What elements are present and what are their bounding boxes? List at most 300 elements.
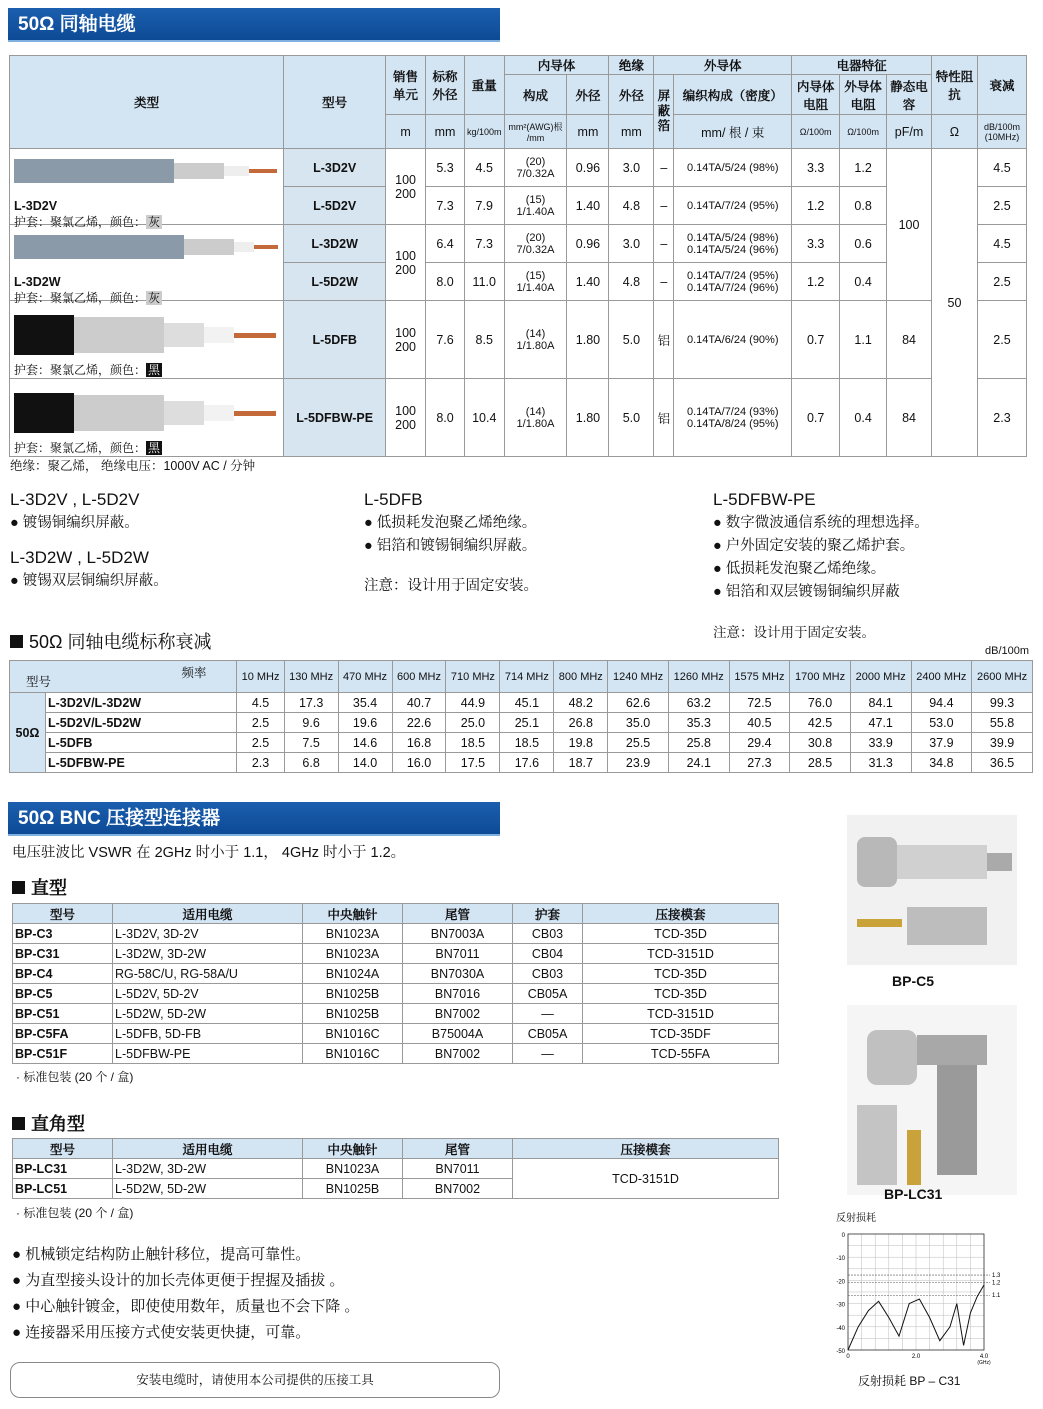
cell: 99.3 <box>972 693 1033 713</box>
freq: 2400 MHz <box>911 661 972 693</box>
cell: 35.0 <box>608 713 669 733</box>
cell: 8.0 <box>426 263 465 301</box>
model: L-5D2W <box>284 263 386 301</box>
cell: BN1023A <box>303 924 403 944</box>
cell: BN7002 <box>403 1044 513 1064</box>
ref-label: 1.1 <box>992 1293 1001 1300</box>
cell: 62.6 <box>608 693 669 713</box>
model: L-5D2V/L-5D2W <box>46 713 237 733</box>
cell: 0.96 <box>567 225 609 263</box>
cell: (14) 1/1.80A <box>504 379 567 457</box>
color-swatch: 灰 <box>148 291 161 305</box>
cell: 1.2 <box>792 187 840 225</box>
cell: 42.5 <box>790 713 851 733</box>
cell: BP-LC51 <box>13 1179 113 1199</box>
jacket: 护套：聚氯乙烯，颜色： <box>14 441 147 455</box>
cell: 0.14TA/5/24 (98%) <box>674 149 792 187</box>
unit: dB/100m (10MHz) <box>977 115 1026 149</box>
col-od: 标称外径 <box>426 56 465 115</box>
cell: 7.3 <box>464 225 504 263</box>
cell: 14.6 <box>338 733 392 753</box>
freq: 2000 MHz <box>850 661 911 693</box>
cell: RG-58C/U, RG-58A/U <box>113 964 303 984</box>
col-shield: 屏蔽箔 <box>654 75 674 149</box>
cell: BN7003A <box>403 924 513 944</box>
cell: BP-C31 <box>13 944 113 964</box>
cell: 2.5 <box>977 263 1026 301</box>
pack-note: · 标准包装 (20 个 / 盒) <box>16 1206 134 1220</box>
cell: CB03 <box>513 924 583 944</box>
cell: TCD-55FA <box>583 1044 779 1064</box>
ref-label: 1.3 <box>992 1273 1001 1280</box>
attenuation-table <box>9 660 1033 773</box>
feature-title: L-3D2W , L-5D2W <box>10 548 149 567</box>
square-bullet-icon <box>10 635 23 648</box>
sales: 100 200 <box>386 301 426 379</box>
cell: 30.8 <box>790 733 851 753</box>
freq: 130 MHz <box>284 661 338 693</box>
feature-bullet: ● 铝箔和镀锡铜编织屏蔽。 <box>364 538 537 554</box>
cell: CB05A <box>513 984 583 1004</box>
feature-bullet: ● 低损耗发泡聚乙烯绝缘。 <box>713 561 886 577</box>
unit: dB/100m <box>985 645 1030 657</box>
th: 尾管 <box>403 1139 513 1159</box>
ref-label: 1.2 <box>992 1280 1001 1287</box>
section-title: 50Ω 同轴电缆标称衰减 <box>29 632 212 652</box>
color-swatch: 黑 <box>148 441 161 455</box>
cell: 1.40 <box>567 263 609 301</box>
section-banner-coax: 50Ω 同轴电缆 <box>8 8 500 42</box>
cell: 9.6 <box>284 713 338 733</box>
model-label: 型号 <box>26 675 52 689</box>
col-att: 衰减 <box>977 56 1026 115</box>
cell: 63.2 <box>668 693 729 713</box>
cell: 铝 <box>654 301 674 379</box>
cell: 35.4 <box>338 693 392 713</box>
section-title: 直角型 <box>31 1114 85 1134</box>
cell: L-5D2W, 5D-2W <box>113 1179 303 1199</box>
cell: BP-C51F <box>13 1044 113 1064</box>
color-swatch: 灰 <box>148 215 161 229</box>
cell: – <box>654 149 674 187</box>
model: L-3D2V/L-3D2W <box>46 693 237 713</box>
th: 型号 <box>13 904 113 924</box>
cell: 40.5 <box>729 713 790 733</box>
x-tick: 4.0 <box>979 1354 989 1360</box>
cell: 0.14TA/7/24 (93%) 0.14TA/8/24 (95%) <box>674 379 792 457</box>
cell: L-5DFB, 5D-FB <box>113 1024 303 1044</box>
y-tick: 0 <box>841 1233 845 1239</box>
chart-caption: 反射损耗 BP – C31 <box>858 1374 961 1388</box>
cell: BP-C3 <box>13 924 113 944</box>
col-ins: 绝缘 <box>609 56 654 75</box>
freq: 710 MHz <box>446 661 500 693</box>
th: 尾管 <box>403 904 513 924</box>
cell: 3.3 <box>792 149 840 187</box>
cable-image <box>14 153 279 193</box>
cell: BN7016 <box>403 984 513 1004</box>
col-cons: 构成 <box>504 75 567 115</box>
col-type: 类型 <box>10 56 284 149</box>
cell: BN1023A <box>303 944 403 964</box>
cell: 铝 <box>654 379 674 457</box>
cell: BP-C4 <box>13 964 113 984</box>
cell: BN1025B <box>303 984 403 1004</box>
freq: 1240 MHz <box>608 661 669 693</box>
jacket: 护套：聚氯乙烯，颜色： <box>14 215 147 229</box>
cell: BN1016C <box>303 1044 403 1064</box>
bullet: ● 中心触针镀金，即使使用数年，质量也不会下降 。 <box>12 1298 360 1315</box>
cell: 45.1 <box>500 693 554 713</box>
cell: 0.4 <box>840 263 887 301</box>
col-elec: 电器特征 <box>792 56 932 75</box>
cell: 28.5 <box>790 753 851 773</box>
cell: 2.5 <box>237 713 284 733</box>
cell: 36.5 <box>972 753 1033 773</box>
unit: Ω <box>932 115 978 149</box>
th: 适用电缆 <box>113 904 303 924</box>
cell: 0.14TA/7/24 (95%) <box>674 187 792 225</box>
th: 中央触针 <box>303 1139 403 1159</box>
sales: 100 200 <box>386 225 426 301</box>
feature-note: 注意：设计用于固定安装。 <box>364 578 538 594</box>
th: 压接模套 <box>583 904 779 924</box>
col-cap: 静态电容 <box>887 75 932 115</box>
th: 适用电缆 <box>113 1139 303 1159</box>
cell: B75004A <box>403 1024 513 1044</box>
cell: 11.0 <box>464 263 504 301</box>
cell: BN1025B <box>303 1004 403 1024</box>
freq: 470 MHz <box>338 661 392 693</box>
cell: 16.0 <box>392 753 446 773</box>
cell: 1.40 <box>567 187 609 225</box>
cell: 48.2 <box>554 693 608 713</box>
freq: 714 MHz <box>500 661 554 693</box>
cell: L-3D2W, 3D-2W <box>113 944 303 964</box>
cell: L-5D2V, 5D-2V <box>113 984 303 1004</box>
feature-bullet: ● 镀锡双层铜编织屏蔽。 <box>10 573 168 589</box>
cell: L-3D2V, 3D-2V <box>113 924 303 944</box>
cable-image <box>14 385 279 441</box>
cable-image <box>14 229 279 269</box>
bullet-list <box>12 1242 359 1346</box>
cell: 4.5 <box>977 225 1026 263</box>
bullet: ● 为直型接头设计的加长壳体更便于捏握及插拔 。 <box>12 1272 345 1289</box>
chart-title: 反射损耗 <box>836 1213 876 1224</box>
cell: 6.8 <box>284 753 338 773</box>
cell: – <box>654 225 674 263</box>
sales: 100 200 <box>386 379 426 457</box>
cell: 23.9 <box>608 753 669 773</box>
sales: 100 200 <box>386 149 426 225</box>
x-tick: 2.0 <box>911 1354 921 1360</box>
model: L-5DFBW-PE <box>46 753 237 773</box>
cell: 40.7 <box>392 693 446 713</box>
col-model: 型号 <box>284 56 386 149</box>
cell: 2.3 <box>977 379 1026 457</box>
cell: BN1016C <box>303 1024 403 1044</box>
freq: 2600 MHz <box>972 661 1033 693</box>
unit: mm <box>567 115 609 149</box>
bullet: ● 连接器采用压接方式使安装更快捷，可靠。 <box>12 1324 311 1341</box>
right-angle-connector-table <box>12 1138 779 1199</box>
cell: 0.7 <box>792 379 840 457</box>
cell: BP-C51 <box>13 1004 113 1024</box>
unit: Ω/100m <box>840 115 887 149</box>
cell: 3.0 <box>609 225 654 263</box>
cell: 35.3 <box>668 713 729 733</box>
model: L-5D2V <box>284 187 386 225</box>
cell: – <box>654 263 674 301</box>
x-tick: 0 <box>846 1354 850 1360</box>
cell: 84 <box>887 301 932 379</box>
col-or: 外导体电阻 <box>840 75 887 115</box>
jacket: 护套：聚氯乙烯，颜色： <box>14 363 147 377</box>
cell: (15) 1/1.40A <box>504 263 567 301</box>
cell: BP-LC31 <box>13 1159 113 1179</box>
cell: 84 <box>887 379 932 457</box>
col-imp: 特性阻抗 <box>932 56 978 115</box>
section-banner-bnc: 50Ω BNC 压接型连接器 <box>8 802 500 836</box>
cell: 47.1 <box>850 713 911 733</box>
cell: 76.0 <box>790 693 851 713</box>
col-ir: 内导体电阻 <box>792 75 840 115</box>
cell: 2.5 <box>237 733 284 753</box>
group-cell: 50Ω <box>10 693 46 773</box>
freq: 1575 MHz <box>729 661 790 693</box>
cell: 0.7 <box>792 301 840 379</box>
cell: 2.5 <box>977 301 1026 379</box>
cell: 0.8 <box>840 187 887 225</box>
cell: 94.4 <box>911 693 972 713</box>
unit: Ω/100m <box>792 115 840 149</box>
cell: 34.8 <box>911 753 972 773</box>
cell: 17.5 <box>446 753 500 773</box>
cell: 24.1 <box>668 753 729 773</box>
imp: 50 <box>932 149 978 457</box>
square-bullet-icon <box>12 1117 25 1130</box>
feature-title: L-3D2V , L-5D2V <box>10 490 140 509</box>
cell: BP-C5 <box>13 984 113 1004</box>
freq: 1700 MHz <box>790 661 851 693</box>
cell: BN7002 <box>403 1004 513 1024</box>
cell: TCD-35DF <box>583 1024 779 1044</box>
cell: (14) 1/1.80A <box>504 301 567 379</box>
th: 护套 <box>513 904 583 924</box>
cell: 37.9 <box>911 733 972 753</box>
y-tick: -20 <box>836 1279 845 1286</box>
feature-bullet: ● 数字微波通信系统的理想选择。 <box>713 515 929 531</box>
model: L-5DFB <box>284 301 386 379</box>
cell: BN1023A <box>303 1159 403 1179</box>
cell: 31.3 <box>850 753 911 773</box>
cell: 55.8 <box>972 713 1033 733</box>
photo-caption: BP-LC31 <box>884 1186 943 1202</box>
cell: 0.14TA/5/24 (98%) 0.14TA/5/24 (96%) <box>674 225 792 263</box>
cell: TCD-35D <box>583 924 779 944</box>
cell: — <box>513 1004 583 1024</box>
cell: TCD-3151D <box>583 1004 779 1024</box>
cell: BN7030A <box>403 964 513 984</box>
unit: pF/m <box>887 115 932 149</box>
th: 型号 <box>13 1139 113 1159</box>
cell: — <box>513 1044 583 1064</box>
cell: 4.5 <box>977 149 1026 187</box>
feature-note: 注意：设计用于固定安装。 <box>713 625 875 640</box>
square-bullet-icon <box>12 881 25 894</box>
cell: BN7002 <box>403 1179 513 1199</box>
vswr-note: 电压驻波比 VSWR 在 2GHz 时小于 1.1， 4GHz 时小于 1.2。 <box>12 845 406 861</box>
cell: 4.8 <box>609 263 654 301</box>
cell: 7.9 <box>464 187 504 225</box>
freq-label: 频率 <box>181 666 207 680</box>
cell: 25.5 <box>608 733 669 753</box>
cell: CB03 <box>513 964 583 984</box>
unit: mm²(AWG)根 /mm <box>504 115 567 149</box>
cell: 1.2 <box>792 263 840 301</box>
cell: 2.3 <box>237 753 284 773</box>
x-label: (GHz) <box>977 1360 991 1366</box>
col-inner: 内导体 <box>504 56 609 75</box>
feature-bullet: ● 户外固定安装的聚乙烯护套。 <box>713 538 915 554</box>
cell: TCD-35D <box>583 964 779 984</box>
unit: m <box>386 115 426 149</box>
cell: BN1025B <box>303 1179 403 1199</box>
col-outer: 外导体 <box>654 56 792 75</box>
connector-photo-bp-c5 <box>847 815 1017 965</box>
install-note-box: 安装电缆时，请使用本公司提供的压接工具 <box>10 1362 500 1398</box>
cable-name: L-3D2W <box>14 275 61 289</box>
cell: 3.3 <box>792 225 840 263</box>
unit: mm/ 根 / 束 <box>674 115 792 149</box>
y-tick: -50 <box>836 1349 845 1355</box>
freq: 600 MHz <box>392 661 446 693</box>
cable-name: L-3D2V <box>14 199 58 213</box>
cell: 84.1 <box>850 693 911 713</box>
freq: 1260 MHz <box>668 661 729 693</box>
model: L-3D2V <box>284 149 386 187</box>
cable-image-cell <box>10 225 284 305</box>
cell: 25.1 <box>500 713 554 733</box>
cell: TCD-3151D <box>513 1159 779 1199</box>
cell: 39.9 <box>972 733 1033 753</box>
cell: TCD-3151D <box>583 944 779 964</box>
feature-title: L-5DFB <box>364 490 423 509</box>
cell: L-5DFBW-PE <box>113 1044 303 1064</box>
cell: 8.5 <box>464 301 504 379</box>
cell: 0.4 <box>840 379 887 457</box>
connector-photo-bp-lc31 <box>847 1005 1017 1195</box>
y-tick: -10 <box>836 1256 845 1263</box>
cell: 16.8 <box>392 733 446 753</box>
cell: 17.6 <box>500 753 554 773</box>
cell: 6.4 <box>426 225 465 263</box>
cell: 4.5 <box>464 149 504 187</box>
cell: (15) 1/1.40A <box>504 187 567 225</box>
color-swatch: 黑 <box>148 363 161 377</box>
cell: BP-C5FA <box>13 1024 113 1044</box>
col-insod: 外径 <box>609 75 654 115</box>
cell: TCD-35D <box>583 984 779 1004</box>
cell: BN7011 <box>403 944 513 964</box>
cell: 44.9 <box>446 693 500 713</box>
cable-image-cell <box>10 301 284 379</box>
feature-bullet: ● 铝箔和双层镀锡铜编织屏蔽 <box>713 584 900 600</box>
cell: 8.0 <box>426 379 465 457</box>
freq: 10 MHz <box>237 661 284 693</box>
cell: 29.4 <box>729 733 790 753</box>
cell: 0.96 <box>567 149 609 187</box>
model: L-5DFB <box>46 733 237 753</box>
cell: 1.2 <box>840 149 887 187</box>
bullet: ● 机械锁定结构防止触针移位，提高可靠性。 <box>12 1246 311 1263</box>
jacket: 护套：聚氯乙烯，颜色： <box>14 291 147 305</box>
cable-spec-table <box>9 55 1027 457</box>
return-loss-chart <box>822 1224 1022 1374</box>
freq: 800 MHz <box>554 661 608 693</box>
cell: 7.6 <box>426 301 465 379</box>
cable-image-cell <box>10 149 284 229</box>
col-sales: 销售单元 <box>386 56 426 115</box>
col-iod: 外径 <box>567 75 609 115</box>
cell: 5.0 <box>609 379 654 457</box>
cell: 72.5 <box>729 693 790 713</box>
cell: 19.6 <box>338 713 392 733</box>
cell: 4.8 <box>609 187 654 225</box>
cell: L-5D2W, 5D-2W <box>113 1004 303 1024</box>
cell: 25.0 <box>446 713 500 733</box>
cell: (20) 7/0.32A <box>504 225 567 263</box>
cell: 22.6 <box>392 713 446 733</box>
corner-cell <box>10 661 237 693</box>
cell: 27.3 <box>729 753 790 773</box>
cell: 17.3 <box>284 693 338 713</box>
cell: (20) 7/0.32A <box>504 149 567 187</box>
cell: 1.80 <box>567 379 609 457</box>
insulation-note: 绝缘：聚乙烯， 绝缘电压：1000V AC / 分钟 <box>10 459 256 473</box>
cell: 0.6 <box>840 225 887 263</box>
cell: 18.5 <box>446 733 500 753</box>
col-weight: 重量 <box>464 56 504 115</box>
cell: – <box>654 187 674 225</box>
cell: 7.3 <box>426 187 465 225</box>
cable-image <box>14 307 279 363</box>
unit: mm <box>426 115 465 149</box>
cell: 14.0 <box>338 753 392 773</box>
cell: 33.9 <box>850 733 911 753</box>
cell: 25.8 <box>668 733 729 753</box>
cell: 1.80 <box>567 301 609 379</box>
cell: CB05A <box>513 1024 583 1044</box>
cell: L-3D2W, 3D-2W <box>113 1159 303 1179</box>
cell: 4.5 <box>237 693 284 713</box>
pack-note: · 标准包装 (20 个 / 盒) <box>16 1070 134 1084</box>
cell: BN7011 <box>403 1159 513 1179</box>
cap-shared: 100 <box>887 149 932 301</box>
cell: 2.5 <box>977 187 1026 225</box>
cell: 19.8 <box>554 733 608 753</box>
th: 压接模套 <box>513 1139 779 1159</box>
cell: 5.3 <box>426 149 465 187</box>
cell: 10.4 <box>464 379 504 457</box>
cell: 0.14TA/7/24 (95%) 0.14TA/7/24 (96%) <box>674 263 792 301</box>
cell: 18.7 <box>554 753 608 773</box>
photo-caption: BP-C5 <box>892 973 935 989</box>
feature-title: L-5DFBW-PE <box>713 490 816 509</box>
feature-bullet: ● 低损耗发泡聚乙烯绝缘。 <box>364 515 537 531</box>
cell: 5.0 <box>609 301 654 379</box>
cell: 18.5 <box>500 733 554 753</box>
